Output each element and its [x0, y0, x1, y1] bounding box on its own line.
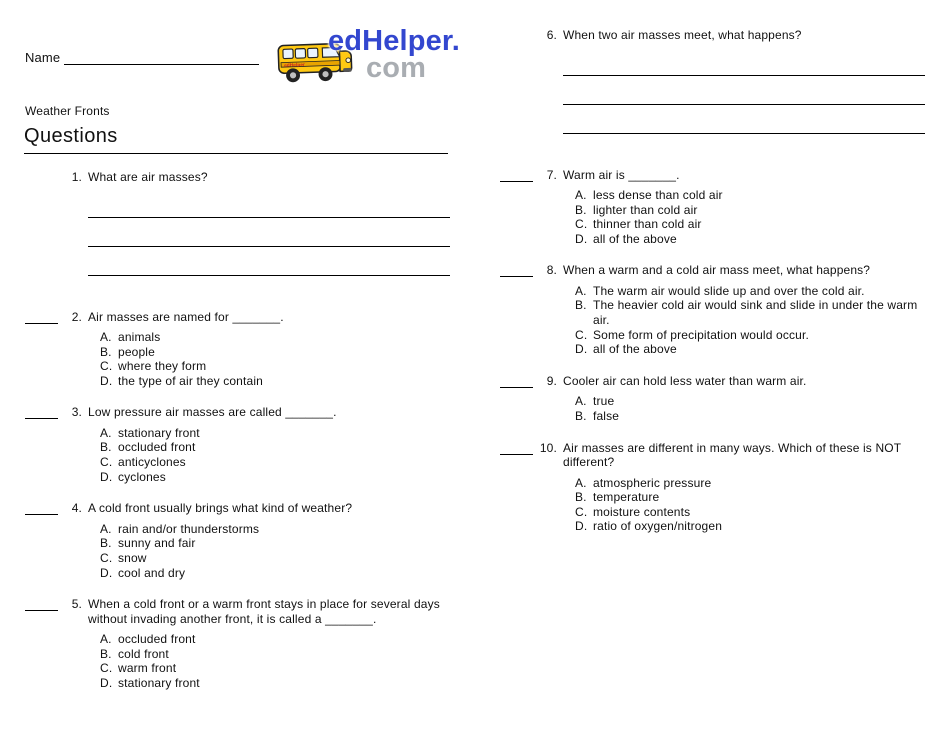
choice-text: occluded front [118, 440, 196, 455]
question-number: 9. [546, 373, 557, 388]
question-text: Cooler air can hold less water than warm air. [563, 373, 807, 388]
choice-text: warm front [118, 661, 177, 676]
choices [575, 284, 925, 357]
choice-text: cyclones [118, 469, 166, 484]
choice-letter: D. [575, 519, 588, 534]
question-spacer [500, 441, 535, 534]
choices [100, 522, 450, 580]
choice-letter: C. [100, 359, 113, 374]
answer-blank-line [500, 263, 533, 277]
choice-letter: A. [575, 475, 587, 490]
choice [575, 505, 925, 520]
question-body [88, 310, 450, 389]
question [500, 263, 925, 356]
choice [575, 342, 925, 357]
question-body [88, 405, 450, 484]
name-row [25, 50, 259, 65]
question-number: 8. [546, 263, 557, 278]
choice [575, 394, 925, 409]
left-column [25, 170, 450, 708]
question [25, 170, 450, 276]
choice-letter: B. [100, 646, 112, 661]
choice-letter: A. [575, 188, 587, 202]
choice [575, 409, 925, 424]
choice-text: snow [118, 550, 147, 565]
answer-blank-line [25, 310, 58, 324]
choice-letter: A. [575, 394, 587, 409]
choice-letter: C. [100, 661, 113, 676]
choice-text: lighter than cold air [593, 202, 698, 217]
logo-domain-text: com [366, 52, 427, 84]
choice-letter: C. [575, 217, 588, 232]
choice [100, 426, 450, 441]
question-spacer [25, 501, 60, 580]
choice-letter: A. [575, 283, 587, 298]
question [25, 501, 450, 580]
choice-text: true [593, 394, 615, 409]
question [25, 310, 450, 389]
answer-write-line [563, 47, 925, 76]
name-label: Name [25, 50, 61, 65]
choice [100, 676, 450, 691]
choice-letter: D. [100, 565, 113, 580]
choice [100, 470, 450, 485]
question-spacer [500, 263, 535, 356]
choice-letter: B. [100, 440, 112, 455]
logo-brand-text: edHelper. [328, 25, 460, 57]
choice [100, 536, 450, 551]
choice-text: temperature [593, 490, 660, 505]
answer-write-line [88, 218, 450, 247]
choice-text: people [118, 344, 155, 359]
choice-letter: D. [100, 469, 113, 484]
choice-letter: B. [100, 344, 112, 359]
choice [575, 232, 925, 247]
answer-write-line [563, 76, 925, 105]
choice-text: atmospheric pressure [593, 475, 712, 490]
answer-blank-line [25, 501, 58, 515]
question-text: What are air masses? [88, 170, 208, 184]
question-number: 2. [71, 309, 82, 324]
choice [575, 284, 925, 299]
question-spacer [500, 168, 535, 247]
choice-text: moisture contents [593, 504, 691, 519]
question-number: 10. [539, 440, 557, 455]
choice [575, 298, 925, 327]
choice-text: where they form [118, 359, 207, 374]
choice [100, 359, 450, 374]
question-text: When a cold front or a warm front stays in place for several days without invading another front, it is called a _______. [88, 597, 440, 626]
choice-letter: A. [100, 632, 112, 647]
choice-text: sunny and fair [118, 536, 196, 551]
choice-text: occluded front [118, 632, 196, 647]
question-number: 6. [546, 28, 557, 42]
question-spacer [25, 310, 60, 389]
choice-text: the type of air they contain [118, 373, 263, 388]
choice [100, 440, 450, 455]
question-body [563, 168, 925, 247]
choice [575, 188, 925, 203]
choices [100, 330, 450, 388]
question-text: Air masses are different in many ways. Which of these is NOT different? [563, 440, 902, 470]
choice-text: stationary front [118, 425, 200, 440]
choice-text: all of the above [593, 342, 677, 357]
choices [575, 394, 925, 423]
choice-letter: A. [100, 425, 112, 440]
choices [575, 476, 925, 534]
answer-blank-line [500, 168, 533, 182]
question-number: 3. [71, 405, 82, 420]
choice [575, 203, 925, 218]
question-text: Air masses are named for _______. [88, 309, 284, 324]
choice-text: less dense than cold air [593, 188, 723, 202]
choice-text: stationary front [118, 675, 200, 690]
question-text: When a warm and a cold air mass meet, what happens? [563, 263, 871, 278]
question-spacer [500, 28, 535, 134]
question-spacer [25, 170, 60, 276]
right-column [500, 28, 925, 551]
question [500, 28, 925, 134]
name-write-line [64, 50, 259, 65]
choice-letter: C. [575, 504, 588, 519]
choice-letter: D. [100, 373, 113, 388]
edhelper-logo [276, 26, 466, 90]
question-spacer [25, 597, 60, 690]
choice-text: rain and/or thunderstorms [118, 521, 260, 536]
choice-text: false [593, 408, 620, 423]
question-text: Warm air is _______. [563, 167, 680, 182]
question [25, 405, 450, 484]
choice-letter: D. [100, 675, 113, 690]
choice-letter: B. [575, 408, 587, 423]
choice [100, 551, 450, 566]
question-number: 5. [71, 597, 82, 612]
answer-blank-line [25, 597, 58, 611]
choice-letter: C. [100, 550, 113, 565]
question-spacer [500, 374, 535, 424]
question-body [563, 374, 925, 424]
choice [100, 330, 450, 345]
choices [100, 426, 450, 484]
choice [100, 632, 450, 647]
bus-side-label: edHelper [284, 61, 306, 68]
choice [100, 345, 450, 360]
choice-letter: A. [100, 330, 112, 344]
choice-letter: A. [100, 521, 112, 536]
choice-text: ratio of oxygen/nitrogen [593, 519, 723, 534]
choice-letter: D. [575, 231, 588, 246]
choice [575, 519, 925, 534]
question-text: When two air masses meet, what happens? [563, 28, 802, 42]
question-body [563, 28, 925, 134]
answer-blank-line [500, 374, 533, 388]
question-body [563, 441, 925, 534]
choice-text: cold front [118, 646, 169, 661]
choice-letter: B. [575, 298, 587, 313]
choice-text: The heavier cold air would sink and slide in under the warm air. [593, 298, 918, 328]
answer-blank-line [25, 405, 58, 419]
choice [575, 217, 925, 232]
choice-text: cool and dry [118, 565, 186, 580]
question-number: 4. [71, 501, 82, 516]
choices [575, 188, 925, 246]
answer-write-line [88, 189, 450, 218]
question-body [88, 597, 450, 690]
choice [575, 490, 925, 505]
question-body [88, 170, 450, 276]
choice-letter: C. [575, 327, 588, 342]
question-number: 1. [71, 170, 82, 184]
question-body [563, 263, 925, 356]
choice [575, 328, 925, 343]
question [500, 168, 925, 247]
answer-write-line [88, 247, 450, 276]
choice-letter: B. [100, 536, 112, 551]
question [25, 597, 450, 690]
choices [100, 632, 450, 690]
worksheet-title: Weather Fronts [25, 104, 110, 118]
choice-text: anticyclones [118, 455, 186, 470]
choice-text: thinner than cold air [593, 217, 702, 232]
question-number: 7. [546, 167, 557, 182]
section-title: Questions [24, 125, 448, 154]
choice [100, 374, 450, 389]
choice-letter: C. [100, 455, 113, 470]
choice [100, 522, 450, 537]
answer-blank-line [500, 441, 533, 455]
question [500, 374, 925, 424]
question [500, 441, 925, 534]
choice-text: The warm air would slide up and over the cold air. [593, 283, 865, 298]
choice [100, 566, 450, 581]
question-body [88, 501, 450, 580]
choice-letter: B. [575, 490, 587, 505]
choice [575, 476, 925, 491]
question-spacer [25, 405, 60, 484]
choice-text: all of the above [593, 231, 677, 246]
choice [100, 455, 450, 470]
choice-text: animals [118, 330, 161, 344]
answer-write-line [563, 105, 925, 134]
question-text: A cold front usually brings what kind of weather? [88, 501, 353, 516]
choice [100, 647, 450, 662]
choice-text: Some form of precipitation would occur. [593, 327, 809, 342]
question-text: Low pressure air masses are called _______. [88, 405, 337, 420]
choice-letter: D. [575, 342, 588, 357]
choice-letter: B. [575, 202, 587, 217]
choice [100, 661, 450, 676]
